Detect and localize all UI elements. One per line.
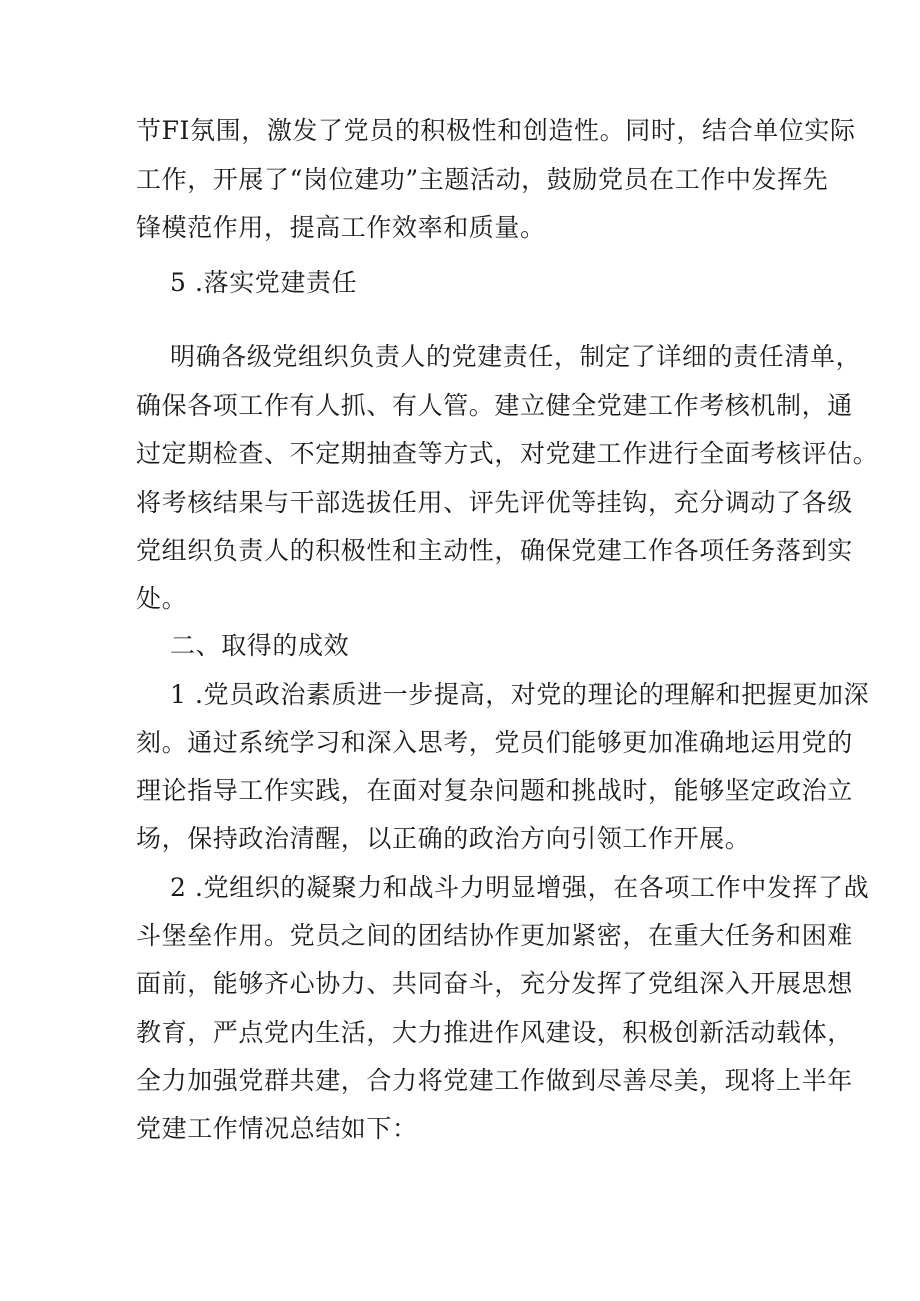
body-text-line: 确保各项工作有人抓、有人管。建立健全党建工作考核机制，通 bbox=[136, 391, 853, 420]
body-text-line: 处。 bbox=[136, 584, 188, 613]
body-text-line: 场，保持政治清醒，以正确的政治方向引领工作开展。 bbox=[136, 824, 751, 853]
body-text-line: 全力加强党群共建，合力将党建工作做到尽善尽美，现将上半年 bbox=[136, 1066, 853, 1095]
body-text-line: 明确各级党组织负责人的党建责任，制定了详细的责任清单， bbox=[170, 342, 862, 371]
body-text-line: 2 .党组织的凝聚力和战斗力明显增强，在各项工作中发挥了战 bbox=[170, 873, 870, 902]
section-heading: 二、取得的成效 bbox=[170, 631, 350, 660]
body-text-line: 锋模范作用，提高工作效率和质量。 bbox=[136, 213, 546, 242]
body-text-line: 1 .党员政治素质进一步提高，对党的理论的理解和把握更加深 bbox=[170, 680, 870, 709]
body-text-line: 党组织负责人的积极性和主动性，确保党建工作各项任务落到实 bbox=[136, 536, 853, 565]
body-text-line: 教育，严点党内生活，大力推进作风建设，积极创新活动载体， bbox=[136, 1018, 853, 1047]
body-text-line: 将考核结果与干部选拔任用、评先评优等挂钩，充分调动了各级 bbox=[136, 488, 853, 517]
body-text-line: 工作，开展了“岗位建功”主题活动，鼓励党员在工作中发挥先 bbox=[136, 165, 829, 194]
body-text-line: 节FI氛围，激发了党员的积极性和创造性。同时，结合单位实际 bbox=[136, 116, 856, 145]
body-text-line: 面前，能够齐心协力、共同奋斗，充分发挥了党组深入开展思想 bbox=[136, 969, 853, 998]
body-text-line: 理论指导工作实践，在面对复杂问题和挑战时，能够坚定政治立 bbox=[136, 776, 853, 805]
body-text-line: 党建工作情况总结如下： bbox=[136, 1114, 418, 1143]
body-text-line: 斗堡垒作用。党员之间的团结协作更加紧密，在重大任务和困难 bbox=[136, 921, 853, 950]
section-heading: 5 .落实党建责任 bbox=[170, 268, 358, 297]
body-text-line: 刻。通过系统学习和深入思考，党员们能够更加准确地运用党的 bbox=[136, 728, 853, 757]
body-text-line: 过定期检查、不定期抽查等方式，对党建工作进行全面考核评估。 bbox=[136, 439, 879, 468]
